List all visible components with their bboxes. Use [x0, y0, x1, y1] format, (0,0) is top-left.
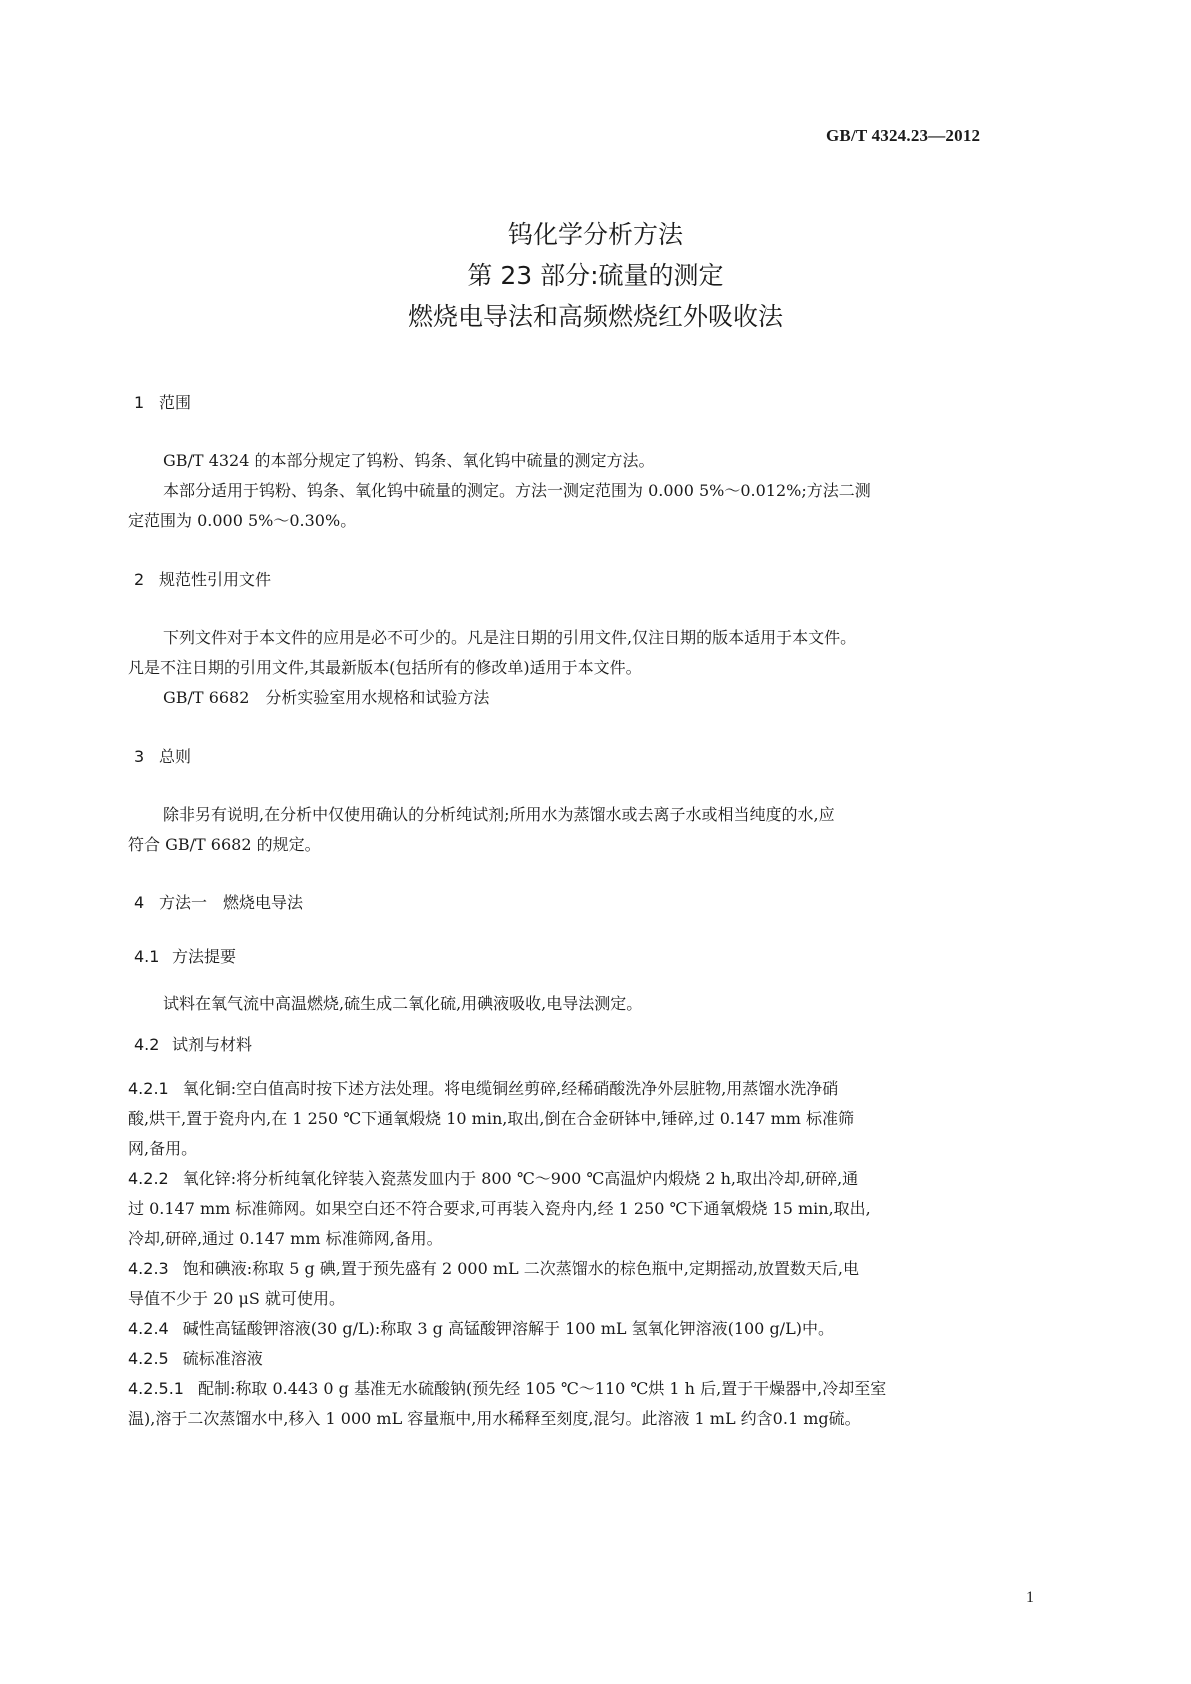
s2-paragraph-line1: 下列文件对于本文件的应用是必不可少的。凡是注日期的引用文件,仅注日期的版本适用于本文件。 [163, 628, 857, 647]
section-title: 方法提要 [172, 947, 237, 966]
item-number: 4.2.4 [128, 1319, 169, 1338]
section-number: 1 [134, 393, 145, 412]
item-4-2-3-line1 [128, 1256, 859, 1279]
section-number: 4.2 [134, 1035, 160, 1054]
item-4-2-2-line2: 过 0.147 mm 标准筛网。如果空白还不符合要求,可再装入瓷舟内,经 1 250 ℃下通氧煅烧 15 min,取出, [128, 1199, 871, 1218]
item-4-2-5-1-line2: 温),溶于二次蒸馏水中,移入 1 000 mL 容量瓶中,用水稀释至刻度,混匀。此溶液 1 mL 约含0.1 mg硫。 [128, 1409, 861, 1428]
s1-paragraph-2-line1: 本部分适用于钨粉、钨条、氧化钨中硫量的测定。方法一测定范围为 0.000 5%～0.012%;方法二测 [163, 481, 871, 500]
item-number: 4.2.2 [128, 1169, 169, 1188]
s2-paragraph-line2: 凡是不注日期的引用文件,其最新版本(包括所有的修改单)适用于本文件。 [128, 658, 642, 677]
item-number: 4.2.3 [128, 1259, 169, 1278]
item-number: 4.2.5 [128, 1349, 169, 1368]
section-title: 总则 [159, 747, 192, 766]
section-2-heading [134, 567, 271, 590]
item-4-2-2-line1 [128, 1166, 858, 1189]
standard-number: GB/T 4324.23—2012 [826, 126, 981, 145]
item-4-2-1-line2: 酸,烘干,置于瓷舟内,在 1 250 ℃下通氧煅烧 10 min,取出,倒在合金研钵中,锤碎,过 0.147 mm 标准筛 [128, 1109, 855, 1128]
item-text: 碱性高锰酸钾溶液(30 g/L):称取 3 g 高锰酸钾溶解于 100 mL 氢氧化钾溶液(100 g/L)中。 [182, 1319, 834, 1338]
item-text: 氧化铜:空白值高时按下述方法处理。将电缆铜丝剪碎,经稀硝酸洗净外层脏物,用蒸馏水洗净硝 [182, 1079, 839, 1098]
doc-title-line3: 燃烧电导法和高频燃烧红外吸收法 [407, 302, 783, 331]
section-4-2-heading [134, 1032, 252, 1055]
item-4-2-1-line1 [128, 1076, 838, 1099]
item-text: 饱和碘液:称取 5 g 碘,置于预先盛有 2 000 mL 二次蒸馏水的棕色瓶中,定期摇动,放置数天后,电 [182, 1259, 859, 1278]
item-4-2-3-line2: 导值不少于 20 μS 就可使用。 [128, 1289, 345, 1308]
doc-title-line2: 第 23 部分:硫量的测定 [467, 261, 724, 290]
item-text: 氧化锌:将分析纯氧化锌装入瓷蒸发皿内于 800 ℃～900 ℃高温炉内煅烧 2 h,取出冷却,研碎,通 [182, 1169, 859, 1188]
item-number: 4.2.5.1 [128, 1379, 184, 1398]
section-4-heading [134, 890, 303, 913]
section-number: 3 [134, 747, 145, 766]
item-4-2-5-line1 [128, 1346, 263, 1369]
item-text: 硫标准溶液 [182, 1349, 263, 1368]
section-title: 范围 [159, 393, 192, 412]
section-number: 4 [134, 893, 145, 912]
s1-paragraph-1: GB/T 4324 的本部分规定了钨粉、钨条、氧化钨中硫量的测定方法。 [163, 451, 655, 470]
s3-paragraph-line1: 除非另有说明,在分析中仅使用确认的分析纯试剂;所用水为蒸馏水或去离子水或相当纯度的水,应 [163, 805, 835, 824]
s1-paragraph-2-line2: 定范围为 0.000 5%～0.30%。 [128, 511, 357, 530]
item-4-2-1-line3: 网,备用。 [128, 1139, 198, 1158]
section-3-heading [134, 744, 191, 767]
s2-normative-reference: GB/T 6682 分析实验室用水规格和试验方法 [163, 688, 490, 707]
item-4-2-2-line3: 冷却,研碎,通过 0.147 mm 标准筛网,备用。 [128, 1229, 443, 1248]
s3-paragraph-line2: 符合 GB/T 6682 的规定。 [128, 835, 321, 854]
section-number: 4.1 [134, 947, 160, 966]
section-number: 2 [134, 570, 145, 589]
item-4-2-4-line1 [128, 1316, 834, 1339]
s41-paragraph: 试料在氧气流中高温燃烧,硫生成二氧化硫,用碘液吸收,电导法测定。 [163, 994, 643, 1013]
section-title: 规范性引用文件 [159, 570, 272, 589]
section-title: 方法一 燃烧电导法 [159, 893, 304, 912]
section-title: 试剂与材料 [172, 1035, 253, 1054]
item-number: 4.2.1 [128, 1079, 169, 1098]
doc-title-line1: 钨化学分析方法 [507, 220, 683, 249]
section-4-1-heading [134, 944, 236, 967]
item-4-2-5-1-line1 [128, 1376, 886, 1399]
page-number: 1 [1026, 1589, 1034, 1606]
section-1-heading [134, 390, 191, 413]
item-text: 配制:称取 0.443 0 g 基准无水硫酸钠(预先经 105 ℃～110 ℃烘 1 h 后,置于干燥器中,冷却至室 [197, 1379, 887, 1398]
